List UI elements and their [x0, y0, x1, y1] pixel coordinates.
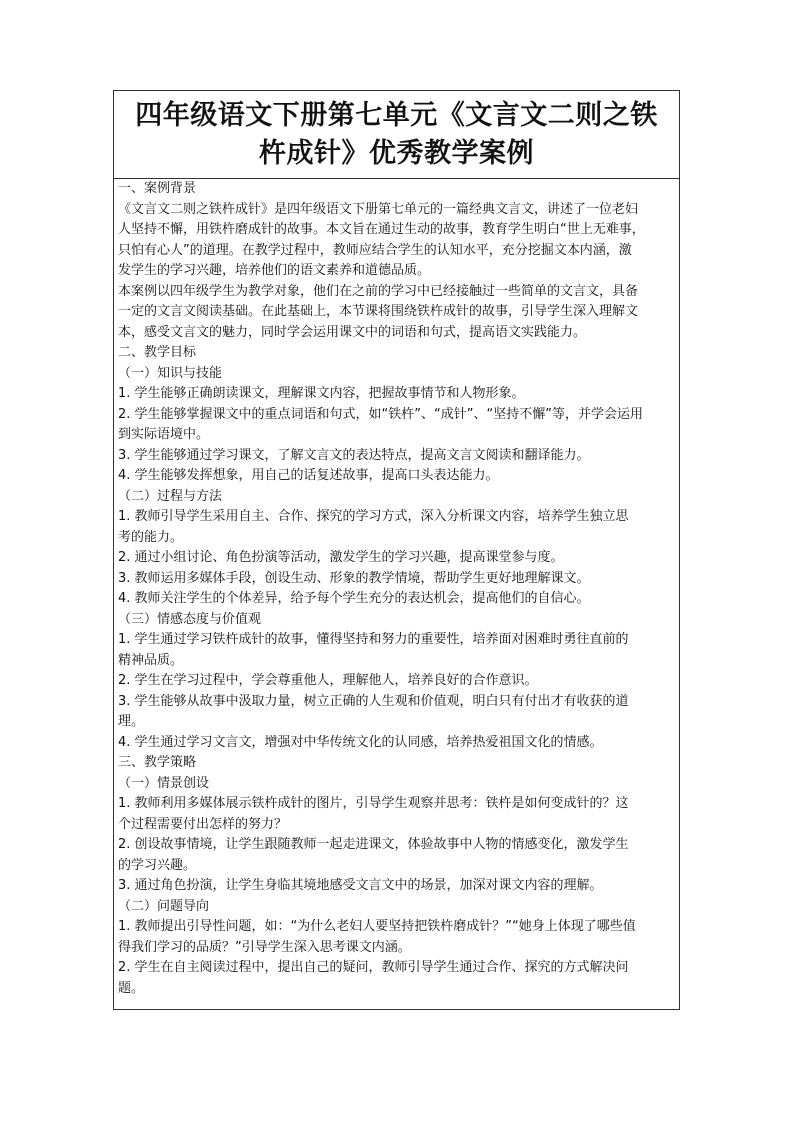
text-line: 发学生的学习兴趣，培养他们的语文素养和道德品质。 — [118, 263, 431, 278]
text-line: （二）问题导向 — [118, 898, 210, 914]
text-line: （二）过程与方法 — [118, 488, 223, 504]
text-line: 2. 通过小组讨论、角色扮演等活动，激发学生的学习兴趣，提高课堂参与度。 — [118, 550, 564, 565]
text-line: 4. 学生能够发挥想象，用自己的话复述故事，提高口头表达能力。 — [118, 468, 499, 483]
text-line: 4. 教师关注学生的个体差异，给予每个学生充分的表达机会，提高他们的自信心。 — [118, 591, 590, 606]
text-line: 《文言文二则之铁杵成针》是四年级语文下册第七单元的一篇经典文言文，讲述了一位老妇 — [118, 201, 639, 217]
text-line: 本，感受文言文的魅力，同时学会运用课文中的词语和句式，提高语文实践能力。 — [118, 324, 587, 340]
text-line: 题。 — [118, 980, 145, 996]
text-line: 1. 学生通过学习铁杵成针的故事，懂得坚持和努力的重要性，培养面对困难时勇往直前的 — [118, 632, 629, 647]
text-line: 2. 学生在学习过程中，学会尊重他人，理解他人，培养良好的合作意识。 — [118, 673, 538, 688]
text-line: 3. 通过角色扮演，让学生身临其境地感受文言文中的场景，加深对课文内容的理解。 — [118, 878, 603, 893]
document-table — [113, 90, 680, 1010]
text-line: 一、案例背景 — [118, 181, 197, 196]
text-line: 理。 — [118, 714, 145, 729]
content-cell — [114, 179, 679, 999]
text-line: 的学习兴趣。 — [118, 857, 197, 873]
text-line: 2. 创设故事情境，让学生跟随教师一起走进课文，体验故事中人物的情感变化，激发学生 — [118, 837, 629, 852]
text-line: 一定的文言文阅读基础。在此基础上，本节课将围绕铁杵成针的故事，引导学生深入理解文 — [118, 304, 639, 319]
text-line: 1. 教师引导学生采用自主、合作、探究的学习方式，深入分析课文内容，培养学生独立思 — [118, 509, 629, 524]
text-line: （一）情景创设 — [118, 775, 210, 791]
text-line: 1. 学生能够正确朗读课文，理解课文内容，把握故事情节和人物形象。 — [118, 386, 525, 401]
title-cell — [114, 91, 679, 179]
text-line: 个过程需要付出怎样的努力？ — [118, 816, 288, 832]
text-line: 4. 学生通过学习文言文，增强对中华传统文化的认同感，培养热爱祖国文化的情感。 — [118, 734, 603, 750]
text-line: 3. 教师运用多媒体手段，创设生动、形象的教学情境，帮助学生更好地理解课文。 — [118, 570, 590, 586]
text-line: 只怕有心人”的道理。在教学过程中，教师应结合学生的认知水平，充分挖掘文本内涵，激 — [118, 242, 632, 258]
page-title-line-1: 四年级语文下册第七单元《文言文二则之铁 — [135, 100, 658, 131]
text-line: 二、教学目标 — [118, 345, 197, 360]
text-line: 精神品质。 — [118, 652, 184, 668]
text-line: 得我们学习的品质？”引导学生深入思考课文内涵。 — [118, 939, 411, 955]
text-line: 3. 学生能够从故事中汲取力量，树立正确的人生观和价值观，明白只有付出才有收获的道 — [118, 693, 629, 709]
text-line: （一）知识与技能 — [118, 365, 223, 381]
text-line: 2. 学生在自主阅读过程中，提出自己的疑问，教师引导学生通过合作、探究的方式解决问 — [118, 960, 629, 975]
text-line: 1. 教师提出引导性问题，如：“为什么老妇人要坚持把铁杵磨成针？”“她身上体现了哪些值 — [118, 919, 636, 934]
text-line: 1. 教师利用多媒体展示铁杵成针的图片，引导学生观察并思考：铁杵是如何变成针的？这 — [118, 796, 629, 811]
text-line: 本案例以四年级学生为教学对象，他们在之前的学习中已经接触过一些简单的文言文，具备 — [118, 283, 639, 299]
text-line: 三、教学策略 — [118, 755, 197, 770]
text-line: 到实际语境中。 — [118, 427, 210, 442]
text-line: 3. 学生能够通过学习课文，了解文言文的表达特点，提高文言文阅读和翻译能力。 — [118, 447, 590, 463]
text-line: 人坚持不懈，用铁杵磨成针的故事。本文旨在通过生动的故事，教育学生明白“世上无难事， — [118, 222, 645, 237]
page-title-line-2: 杵成针》优秀教学案例 — [259, 138, 534, 169]
text-line: （三）情感态度与价值观 — [118, 611, 262, 627]
text-line: 2. 学生能够掌握课文中的重点词语和句式，如“铁杵”、“成针”、“坚持不懈”等，并学会运用 — [118, 406, 643, 422]
text-line: 考的能力。 — [118, 529, 184, 545]
